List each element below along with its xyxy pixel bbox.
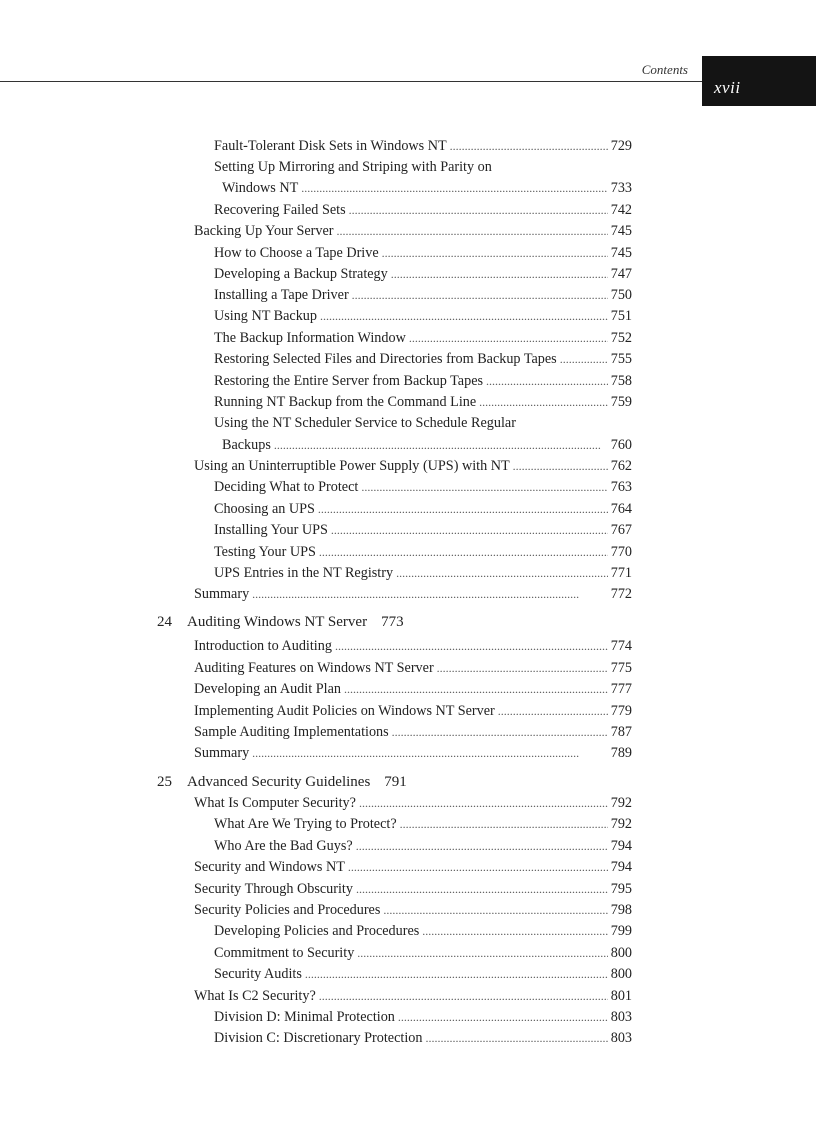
- toc-entry: Recovering Failed Sets . . . 742: [214, 200, 632, 220]
- toc-entry: Summary . . . 772: [194, 584, 632, 604]
- toc-entry: Security and Windows NT . . . 794: [194, 857, 632, 877]
- toc-entry: Backups . . . 760: [222, 435, 632, 455]
- page-number-tab: xvii: [702, 56, 816, 106]
- toc-entry: Developing Policies and Procedures . . . 799: [214, 921, 632, 941]
- toc-entry: Security Policies and Procedures . . . 798: [194, 900, 632, 920]
- toc-entry: Restoring Selected Files and Directories from Backup Tapes . . . 755: [214, 349, 632, 369]
- toc-entry: Windows NT . . . 733: [222, 178, 632, 198]
- toc-entry: What Are We Trying to Protect? . . . 792: [214, 814, 632, 834]
- toc-entry: UPS Entries in the NT Registry . . . 771: [214, 563, 632, 583]
- toc-entry: Introduction to Auditing . . . 774: [194, 636, 632, 656]
- running-header-label: Contents: [641, 62, 688, 77]
- toc-entry: Security Through Obscurity . . . 795: [194, 879, 632, 899]
- toc-entry: Backing Up Your Server . . . 745: [194, 221, 632, 241]
- toc-entry: Restoring the Entire Server from Backup Tapes . . . 758: [214, 371, 632, 391]
- toc-entry: Installing a Tape Driver . . . 750: [214, 285, 632, 305]
- toc-entry: Security Audits . . . 800: [214, 964, 632, 984]
- toc-entry: Developing an Audit Plan . . . 777: [194, 679, 632, 699]
- toc-entry: Auditing Features on Windows NT Server . . . 775: [194, 658, 632, 678]
- toc-entry: Developing a Backup Strategy . . . 747: [214, 264, 632, 284]
- toc-entry: Testing Your UPS . . . 770: [214, 542, 632, 562]
- header-rule: [0, 81, 702, 82]
- toc-entry: Using an Uninterruptible Power Supply (UPS) with NT . . . 762: [194, 456, 632, 476]
- toc-entry: Deciding What to Protect . . . 763: [214, 477, 632, 497]
- toc-entry: Using the NT Scheduler Service to Schedule Regular: [214, 415, 516, 431]
- toc-entry: Commitment to Security . . . 800: [214, 943, 632, 963]
- toc-entry: What Is C2 Security? . . . 801: [194, 986, 632, 1006]
- toc-entry: Using NT Backup . . . 751: [214, 306, 632, 326]
- toc-entry: What Is Computer Security? . . . 792: [194, 793, 632, 813]
- toc-entry: Installing Your UPS . . . 767: [214, 520, 632, 540]
- toc-entry: Division D: Minimal Protection . . . 803: [214, 1007, 632, 1027]
- toc-entry: Implementing Audit Policies on Windows NT Server . . . 779: [194, 701, 632, 721]
- toc-entry: Summary . . . 789: [194, 743, 632, 763]
- toc-entry: Choosing an UPS . . . 764: [214, 499, 632, 519]
- toc-entry: Who Are the Bad Guys? . . . 794: [214, 836, 632, 856]
- toc-entry: How to Choose a Tape Drive . . . 745: [214, 243, 632, 263]
- toc-entry: Fault-Tolerant Disk Sets in Windows NT . . . 729: [214, 136, 632, 156]
- toc-entry: The Backup Information Window . . . 752: [214, 328, 632, 348]
- toc-entry: Division C: Discretionary Protection . . . 803: [214, 1028, 632, 1048]
- toc-entry: Running NT Backup from the Command Line . . . 759: [214, 392, 632, 412]
- toc-entry: Sample Auditing Implementations . . . 787: [194, 722, 632, 742]
- toc-entry: Setting Up Mirroring and Striping with Parity on: [214, 159, 492, 175]
